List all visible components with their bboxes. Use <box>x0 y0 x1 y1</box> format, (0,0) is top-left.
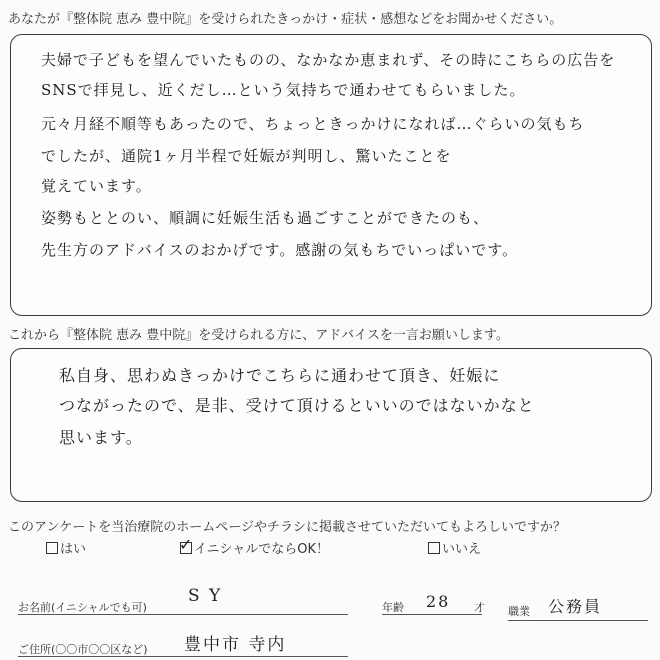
answer-1-line: SNSで拝見し、近くだし…という気持ちで通わせてもらいました。 <box>41 81 526 99</box>
age-unit: 才 <box>474 601 485 614</box>
job-value[interactable]: 公務員 <box>548 597 603 616</box>
age-label: 年齢 <box>382 601 404 614</box>
answer-2-box <box>10 348 652 502</box>
answer-1-line: 元々月経不順等もあったので、ちょっときっかけになれば…ぐらいの気もち <box>41 115 585 133</box>
answer-2-line: つながったので、是非、受けて頂けるといいのではないかなと <box>59 396 535 415</box>
address-label: ご住所(〇〇市〇〇区など) <box>18 643 148 656</box>
answer-1-line: 姿勢もととのい、順調に妊娠生活も過ごすことができたのも、 <box>41 209 490 227</box>
option-initials-ok[interactable]: ✓ イニシャルでならOK！ <box>179 535 329 557</box>
answer-2-line: 思います。 <box>59 428 143 447</box>
answer-1-line: でしたが、通院1ヶ月半程で妊娠が判明し、驚いたことを <box>41 147 452 165</box>
checkbox-initials-ok[interactable] <box>179 535 193 554</box>
question-2-label: これから『整体院 恵み 豊中院』を受けられる方に、アドバイスを一言お願いします。 <box>8 328 509 343</box>
question-1-label: あなたが『整体院 恵み 豊中院』を受けられたきっかけ・症状・感想などをお聞かせください。 <box>8 12 563 27</box>
name-underline <box>18 614 348 615</box>
answer-1-line: 覚えています。 <box>41 177 152 195</box>
name-label: お名前(イニシャルでも可) <box>18 601 147 614</box>
checkbox-yes[interactable] <box>46 542 58 554</box>
answer-1-box <box>10 34 652 316</box>
job-label: 職業 <box>508 605 530 618</box>
answer-1-line: 夫婦で子どもを望んでいたものの、なかなか恵まれず、その時にこちらの広告を <box>41 51 616 69</box>
question-3-label: このアンケートを当治療院のホームページやチラシに掲載させていただいてもよろしいですか？ <box>8 520 566 535</box>
age-value[interactable]: 28 <box>426 592 451 611</box>
address-underline <box>18 656 348 657</box>
job-underline <box>508 620 648 621</box>
age-underline <box>382 614 482 615</box>
answer-1-line: 先生方のアドバイスのおかげです。感謝の気もちでいっぱいです。 <box>41 241 519 259</box>
checkmark-icon: ✓ <box>179 535 193 554</box>
option-yes[interactable]: はい <box>46 538 86 557</box>
address-value[interactable]: 豊中市 寺内 <box>184 635 287 655</box>
name-value[interactable]: S Y <box>188 586 223 606</box>
checkbox-no[interactable] <box>428 542 440 554</box>
option-no[interactable]: いいえ <box>428 538 481 557</box>
answer-2-line: 私自身、思わぬきっかけでこちらに通わせて頂き、妊娠に <box>59 366 501 385</box>
